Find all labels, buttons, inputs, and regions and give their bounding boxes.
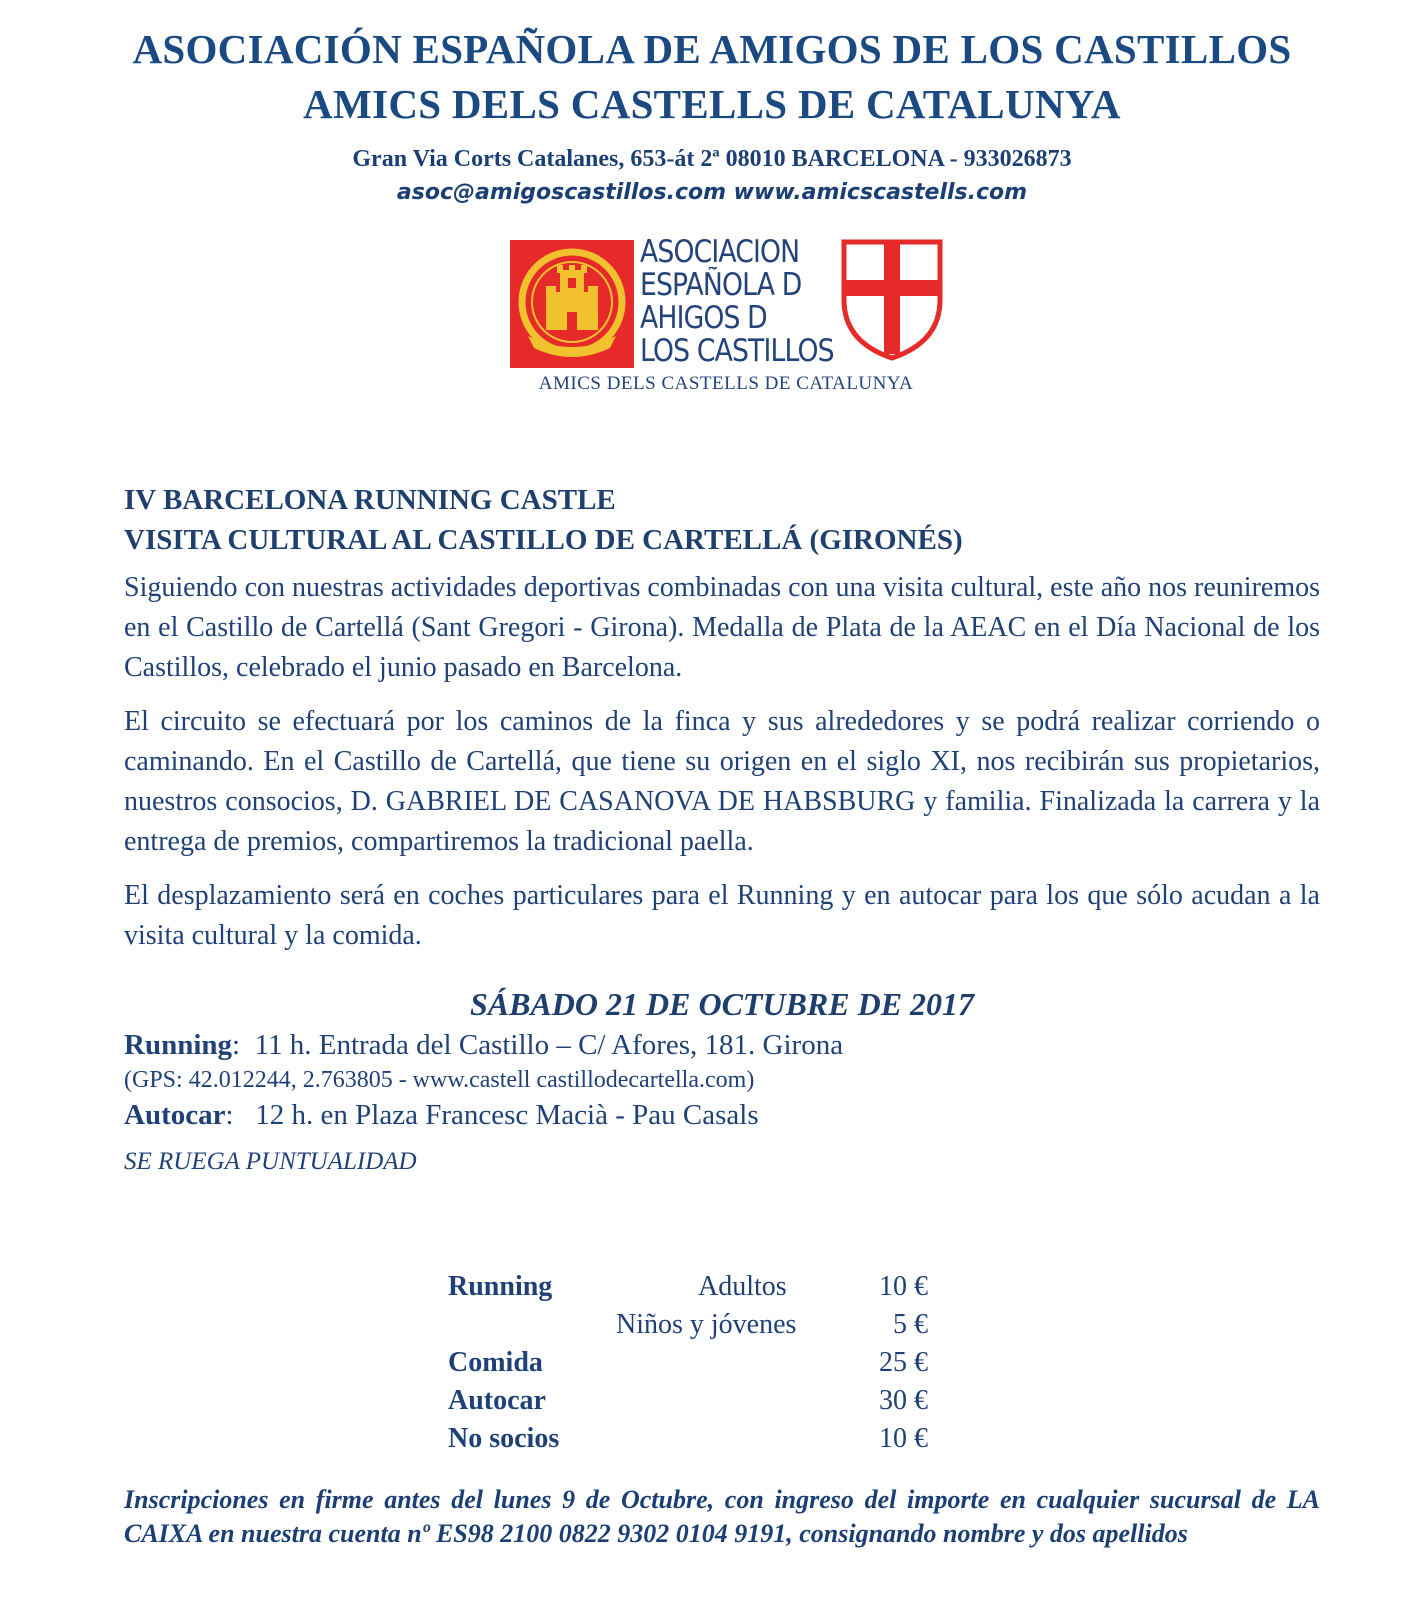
price-row <box>448 1306 928 1344</box>
price-category: Autocar <box>448 1385 546 1416</box>
price-amount: 30 € <box>879 1385 928 1416</box>
autocar-details: 12 h. en Plaza Francesc Macià - Pau Casals <box>255 1099 759 1131</box>
logo-wordmark: ASOCIACION ESPAÑOLA D AHIGOS D LOS CASTILLOS <box>640 234 834 369</box>
price-row <box>448 1420 928 1458</box>
price-amount: 10 € <box>879 1423 928 1454</box>
running-info: Running: 11 h. Entrada del Castillo – C/ Afores, 181. Girona <box>124 1029 844 1061</box>
price-subcategory: Niños y jóvenes <box>616 1309 797 1340</box>
price-category: Running <box>448 1271 553 1302</box>
cross-shield-icon <box>840 238 944 367</box>
contact-web: asoc@amigoscastillos.com www.amicscastells.com <box>396 180 1028 205</box>
autocar-info: Autocar: 12 h. en Plaza Francesc Macià - Pau Casals <box>124 1099 759 1131</box>
event-details <box>124 480 1320 1180</box>
price-subcategory: Adultos <box>698 1271 787 1302</box>
castle-seal-icon <box>510 240 634 368</box>
logo-subtitle: AMICS DELS CASTELLS DE CATALUNYA <box>538 373 914 394</box>
gps-info: (GPS: 42.012244, 2.763805 - www.castell castillodecartella.com) <box>124 1067 755 1093</box>
running-label: Running <box>124 1029 233 1061</box>
event-subtitle: VISITA CULTURAL AL CASTILLO DE CARTELLÁ (GIRONÉS) <box>124 524 963 556</box>
association-name-catalan: AMICS DELS CASTELLS DE CATALUNYA <box>303 81 1121 127</box>
paragraph: El circuito se efectuará por los caminos de la finca y sus alrededores y se podrá realizar corriendo o caminando. En el Castillo de Cartellá, que tiene su origen en el siglo XI, nos recibirán sus propietarios, nuestros consocios, D. GABRIEL DE CASANOVA DE HABSBURG y familia. Finalizada la carrera y la entrega de premios, compartiremos la tradicional paella. <box>124 706 1320 857</box>
postal-address: Gran Via Corts Catalanes, 653-át 2ª 08010 BARCELONA - 933026873 <box>352 146 1072 172</box>
paragraph: El desplazamiento será en coches particulares para el Running y en autocar para los que sólo acudan a la visita cultural y la comida. <box>124 880 1320 951</box>
price-table <box>448 1268 928 1458</box>
letterhead <box>0 22 1424 208</box>
price-category: No socios <box>448 1423 560 1454</box>
running-details: 11 h. Entrada del Castillo – C/ Afores, 181. Girona <box>254 1029 844 1061</box>
price-amount: 10 € <box>879 1271 928 1302</box>
price-amount: 25 € <box>879 1347 928 1378</box>
price-row <box>448 1344 928 1382</box>
price-row <box>448 1382 928 1420</box>
registration-note: Inscripciones en firme antes del lunes 9 de Octubre, con ingreso del importe en cualquier sucursal de LA CAIXA en nuestra cuenta nº ES98 2100 0822 9302 0104 9191, consignando nombre y dos apellidos <box>124 1485 1320 1548</box>
event-date: SÁBADO 21 DE OCTUBRE DE 2017 <box>469 986 975 1022</box>
punctuality-note: SE RUEGA PUNTUALIDAD <box>124 1148 417 1175</box>
paragraph: Siguiendo con nuestras actividades deportivas combinadas con una visita cultural, este año nos reuniremos en el Castillo de Cartellá (Sant Gregori - Girona). Medalla de Plata de la AEAC en el Día Nacional de los Castillos, celebrado el junio pasado en Barcelona. <box>124 572 1320 683</box>
association-logo <box>510 234 950 400</box>
event-title: IV BARCELONA RUNNING CASTLE <box>124 484 616 516</box>
association-name: ASOCIACIÓN ESPAÑOLA DE AMIGOS DE LOS CASTILLOS <box>132 26 1292 72</box>
price-row <box>448 1268 928 1306</box>
autocar-label: Autocar <box>124 1099 226 1131</box>
price-amount: 5 € <box>893 1309 928 1340</box>
price-category: Comida <box>448 1347 543 1378</box>
